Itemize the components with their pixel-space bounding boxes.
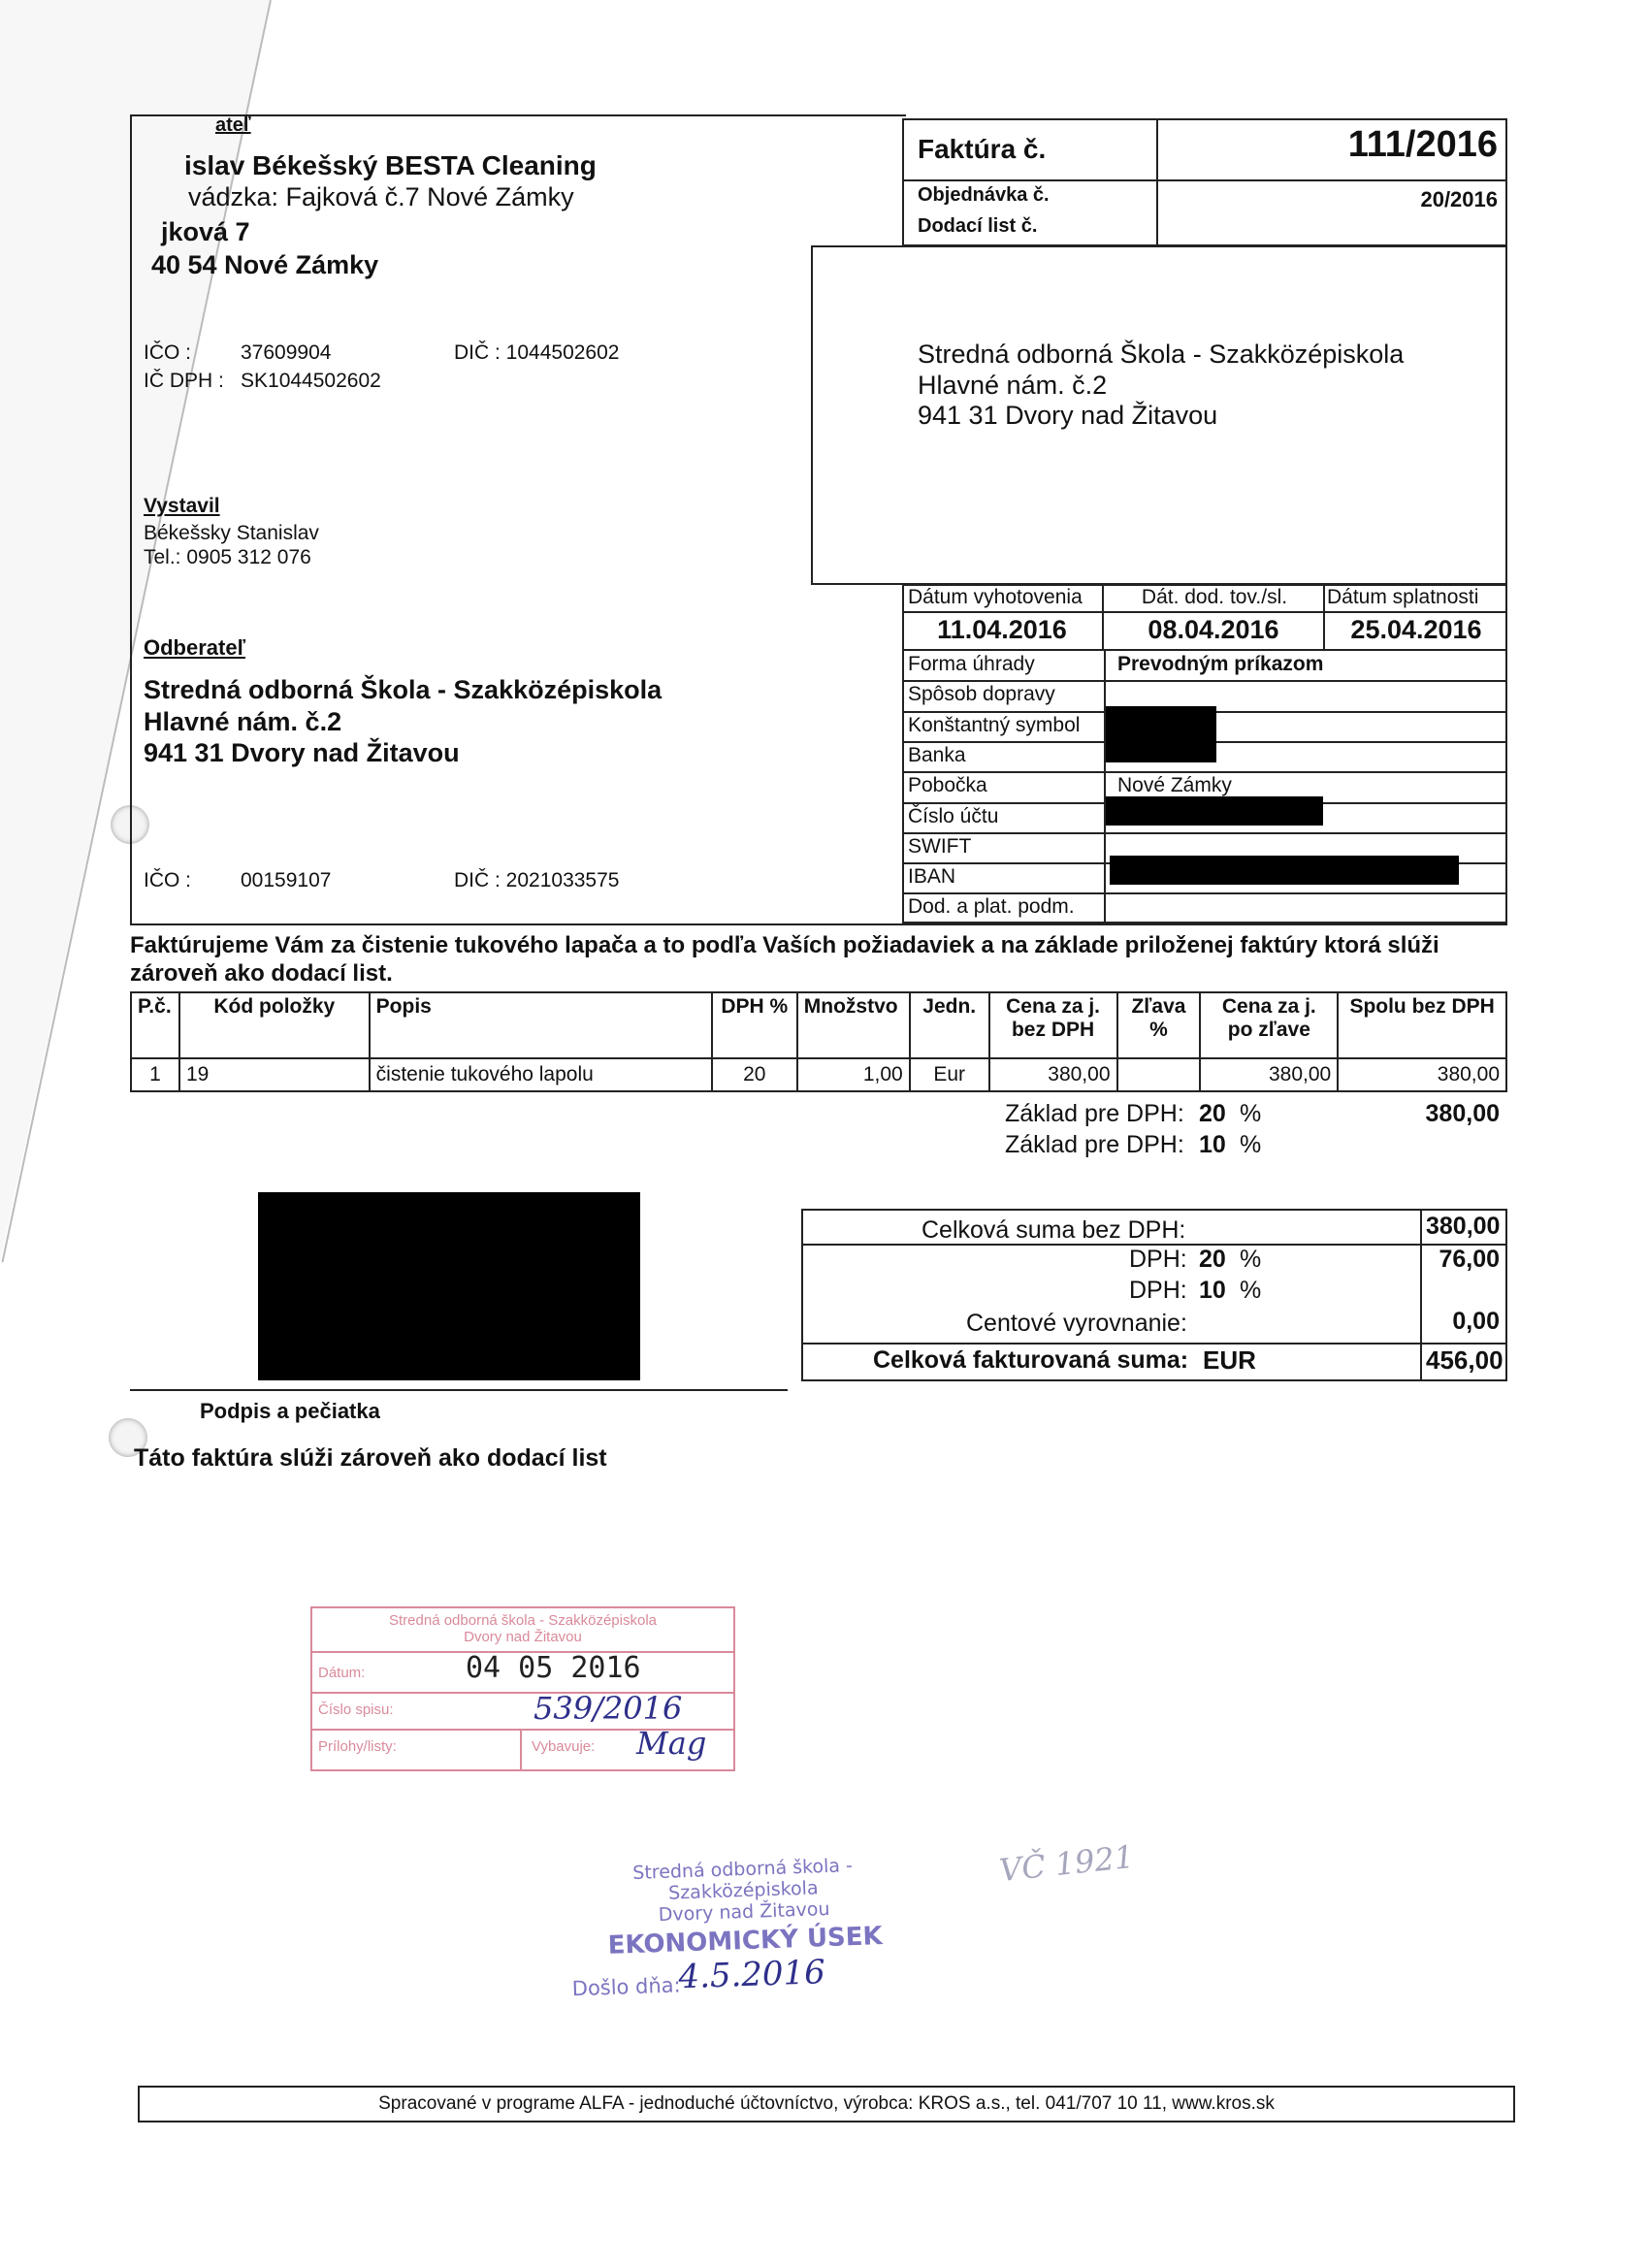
payment-row-line — [902, 771, 1507, 773]
signature-label: Podpis a pečiatka — [200, 1399, 380, 1423]
redaction-symbol-bank — [1106, 706, 1216, 762]
totals-divider — [1420, 1209, 1422, 1381]
items-header-cell: Jedn. — [910, 992, 989, 1058]
department-stamp-title-2: Dvory nad Žitavou — [658, 1897, 830, 1927]
vat-rate-1: 20 — [1199, 1246, 1226, 1273]
redaction-iban — [1110, 856, 1459, 885]
vat-rate-2: 10 — [1199, 1277, 1226, 1304]
vat-base-rate-2: 10 — [1199, 1131, 1226, 1158]
department-stamp-dept: EKONOMICKÝ ÚSEK — [607, 1922, 884, 1960]
invoice-box-hline — [902, 179, 1507, 181]
items-header-row — [131, 992, 1506, 1058]
grand-total-currency: EUR — [1203, 1345, 1256, 1375]
supplier-ico-label: IČO : — [144, 341, 192, 364]
redaction-account — [1106, 796, 1323, 826]
vat-amount-1: 76,00 — [1439, 1246, 1500, 1273]
table-cell: 380,00 — [989, 1058, 1117, 1091]
payment-row-label: Banka — [908, 744, 966, 766]
supplier-street: jková 7 — [161, 217, 250, 246]
payment-row-label: SWIFT — [908, 835, 972, 858]
due-date: 25.04.2016 — [1350, 615, 1482, 644]
supplier-branch: vádzka: Fajková č.7 Nové Zámky — [188, 182, 574, 211]
payment-row-value: Nové Zámky — [1117, 774, 1232, 796]
payment-row-label: Číslo účtu — [908, 805, 999, 827]
vat-base-value-1: 380,00 — [1425, 1100, 1500, 1127]
customer-ico-label: IČO : — [144, 869, 192, 891]
delivery-date: 08.04.2016 — [1148, 615, 1279, 644]
table-cell: Eur — [910, 1058, 989, 1091]
vat-base-pct-1: % — [1240, 1100, 1262, 1127]
rounding-label: Centové vyrovnanie: — [966, 1310, 1187, 1337]
table-row — [131, 1058, 1506, 1091]
table-cell: čistenie tukového lapolu — [370, 1058, 712, 1091]
rounding-value: 0,00 — [1452, 1308, 1500, 1335]
items-header-cell: Kód položky — [179, 992, 370, 1058]
total-without-vat-label: Celková suma bez DPH: — [922, 1216, 1186, 1244]
payment-row-label: IBAN — [908, 865, 956, 888]
footer-text: Spracované v programe ALFA - jednoduché účtovníctvo, výrobca: KROS a.s., tel. 041/707 10 11, www.kros.sk — [378, 2093, 1275, 2114]
issuer-label: Vystavil — [144, 495, 220, 517]
supplier-city: 40 54 Nové Zámky — [151, 250, 379, 279]
department-received-label: Došlo dňa: — [571, 1973, 682, 2001]
customer-name: Stredná odborná Škola - Szakközépiskola — [144, 675, 663, 704]
payment-row-line — [902, 832, 1507, 834]
handwritten-note: VČ 1921 — [997, 1837, 1136, 1890]
table-cell: 1 — [131, 1058, 179, 1091]
supplier-icdph-label: IČ DPH : — [144, 370, 224, 392]
table-cell — [1117, 1058, 1201, 1091]
registry-handler-label: Vybavuje: — [532, 1738, 596, 1755]
vat-base-pct-2: % — [1240, 1131, 1262, 1158]
supplier-name: islav Békešský BESTA Cleaning — [184, 150, 597, 180]
supplier-icdph: SK1044502602 — [241, 370, 381, 392]
table-cell: 380,00 — [1200, 1058, 1338, 1091]
left-border — [130, 114, 132, 925]
items-header-cell: Popis — [370, 992, 712, 1058]
payment-row-line — [902, 680, 1507, 682]
grand-total-label: Celková fakturovaná suma: — [873, 1346, 1189, 1374]
order-number: 20/2016 — [1420, 187, 1498, 211]
registry-stamp-title-1: Stredná odborná škola - Szakközépiskola — [389, 1612, 657, 1629]
delivery-date-label: Dát. dod. tov./sl. — [1141, 586, 1288, 608]
issue-date: 11.04.2016 — [937, 615, 1067, 644]
issuer-name: Békešsky Stanislav — [144, 522, 319, 544]
table-cell: 1,00 — [797, 1058, 910, 1091]
vat-label-2: DPH: — [1129, 1277, 1187, 1304]
issue-date-label: Dátum vyhotovenia — [908, 586, 1083, 608]
vat-pct-1: % — [1240, 1246, 1262, 1273]
due-date-label: Dátum splatnosti — [1327, 586, 1479, 608]
payment-divider — [1104, 649, 1106, 923]
payment-row-label: Konštantný symbol — [908, 714, 1081, 736]
order-label: Objednávka č. — [918, 184, 1050, 206]
address-line-1: Stredná odborná Škola - Szakközépiskola — [918, 340, 1405, 369]
registry-handler: Mag — [636, 1725, 707, 1762]
vat-base-label-1: Základ pre DPH: — [1005, 1100, 1184, 1127]
dates-bottom-line — [902, 649, 1507, 651]
items-table — [130, 991, 1507, 1092]
issuer-tel: Tel.: 0905 312 076 — [144, 546, 311, 568]
items-header-cell: Cena za j. po zľave — [1200, 992, 1338, 1058]
dates-hline — [902, 611, 1507, 613]
table-cell: 19 — [179, 1058, 370, 1091]
payment-row-label: Pobočka — [908, 774, 987, 796]
registry-stamp-title-2: Dvory nad Žitavou — [464, 1629, 582, 1645]
registry-stamp — [310, 1606, 735, 1771]
vat-base-label-2: Základ pre DPH: — [1005, 1131, 1184, 1158]
payment-row-label: Forma úhrady — [908, 653, 1035, 675]
customer-label: Odberateľ — [144, 635, 246, 660]
payment-row-label: Dod. a plat. podm. — [908, 895, 1075, 918]
address-line-3: 941 31 Dvory nad Žitavou — [918, 401, 1218, 430]
registry-date-label: Dátum: — [318, 1665, 366, 1681]
supplier-label: ateľ — [215, 114, 251, 136]
table-cell: 380,00 — [1338, 1058, 1506, 1091]
items-header-cell: P.č. — [131, 992, 179, 1058]
address-line-2: Hlavné nám. č.2 — [918, 371, 1108, 400]
table-cell: 20 — [712, 1058, 797, 1091]
registry-number-label: Číslo spisu: — [318, 1701, 394, 1718]
invoice-box-divider — [1156, 118, 1158, 246]
totals-hline-2 — [801, 1343, 1507, 1345]
department-stamp — [567, 1853, 922, 2020]
items-header-cell: Zľava % — [1117, 992, 1201, 1058]
items-header-cell: Množstvo — [797, 992, 910, 1058]
total-without-vat: 380,00 — [1426, 1213, 1501, 1240]
registry-attach-label: Prílohy/listy: — [318, 1738, 397, 1755]
signature-line — [130, 1389, 788, 1391]
department-stamp-title-1: Stredná odborná škola - Szakközépiskola — [631, 1855, 854, 1904]
invoice-description: Faktúrujeme Vám za čistenie tukového lapača a to podľa Vaších požiadaviek a na základe priloženej faktúry ktorá slúži zároveň ako dodací list. — [130, 932, 1439, 987]
registry-date: 04 05 2016 — [466, 1651, 641, 1685]
customer-city: 941 31 Dvory nad Žitavou — [144, 738, 460, 767]
redaction-signature — [258, 1192, 640, 1380]
invoice-label: Faktúra č. — [918, 134, 1047, 164]
payment-row-value: Prevodným príkazom — [1117, 653, 1324, 675]
delivery-note-text: Táto faktúra slúži zároveň ako dodací list — [134, 1444, 607, 1472]
grand-total: 456,00 — [1426, 1345, 1504, 1375]
supplier-dic: DIČ : 1044502602 — [454, 341, 620, 364]
payment-row-label: Spôsob dopravy — [908, 683, 1055, 705]
items-body — [131, 1058, 1506, 1091]
department-received-date: 4.5.2016 — [677, 1953, 826, 1997]
delivery-note-label: Dodací list č. — [918, 215, 1038, 237]
vat-base-rate-1: 20 — [1199, 1100, 1226, 1127]
payment-row-line — [902, 892, 1507, 894]
registry-number: 539/2016 — [534, 1690, 683, 1727]
customer-street: Hlavné nám. č.2 — [144, 707, 342, 736]
header-bottom-border — [130, 923, 1507, 925]
items-header-cell: Cena za j. bez DPH — [989, 992, 1117, 1058]
customer-dic: DIČ : 2021033575 — [454, 869, 620, 891]
customer-ico: 00159107 — [241, 869, 332, 891]
invoice-number: 111/2016 — [1347, 124, 1498, 165]
supplier-ico: 37609904 — [241, 341, 332, 364]
items-header-cell: Spolu bez DPH — [1338, 992, 1506, 1058]
vat-pct-2: % — [1240, 1277, 1262, 1304]
vat-label-1: DPH: — [1129, 1246, 1187, 1273]
items-header-cell: DPH % — [712, 992, 797, 1058]
